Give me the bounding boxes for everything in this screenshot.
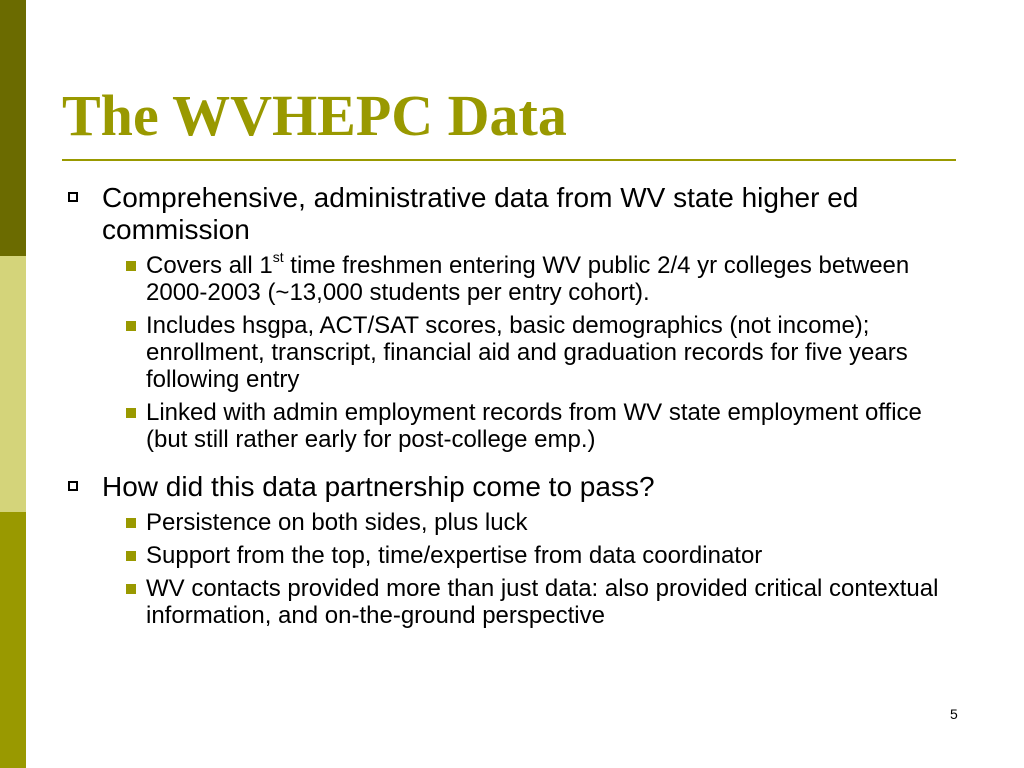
left-accent-bar [0,0,26,768]
sub-bullet-text: Support from the top, time/expertise from data coordinator [146,542,763,569]
square-bullet-icon [126,408,136,418]
sub-bullet-item [112,509,956,536]
sub-bullet-text-pre: Covers all 1 [146,252,273,279]
hollow-square-bullet-icon [68,481,78,491]
sub-bullet-item [112,575,956,629]
sub-bullet-list [112,509,956,629]
bullet-text: How did this data partnership come to pass? [102,471,655,502]
square-bullet-icon [126,518,136,528]
square-bullet-icon [126,584,136,594]
sub-bullet-list [112,249,956,453]
page-number: 5 [950,706,958,722]
bullet-text: Comprehensive, administrative data from WV state higher ed commission [102,182,859,245]
sub-bullet-text-post: time freshmen entering WV public 2/4 yr colleges between 2000-2003 (~13,000 students per entry cohort). [146,252,910,306]
square-bullet-icon [126,261,136,271]
bullet-item [66,182,956,453]
square-bullet-icon [126,321,136,331]
sub-bullet-item [112,312,956,393]
sub-bullet-text: Persistence on both sides, plus luck [146,509,528,536]
superscript-text: st [272,249,284,265]
square-bullet-icon [126,551,136,561]
slide-content [66,182,956,635]
slide-title: The WVHEPC Data [62,83,567,148]
sub-bullet-item [112,249,956,306]
bullet-item [66,471,956,629]
sub-bullet-text: Includes hsgpa, ACT/SAT scores, basic demographics (not income); enrollment, transcript, financial aid and graduation records for five years following entry [146,312,908,393]
accent-bar-top-segment [0,0,26,256]
accent-bar-middle-segment [0,256,26,512]
sub-bullet-item [112,399,956,453]
sub-bullet-text: WV contacts provided more than just data: also provided critical contextual information, and on-the-ground perspective [146,575,939,629]
sub-bullet-item [112,542,956,569]
hollow-square-bullet-icon [68,192,78,202]
sub-bullet-text: Linked with admin employment records from WV state employment office (but still rather early for post-college emp.) [146,399,922,453]
title-underline [62,159,956,161]
accent-bar-bottom-segment [0,512,26,768]
